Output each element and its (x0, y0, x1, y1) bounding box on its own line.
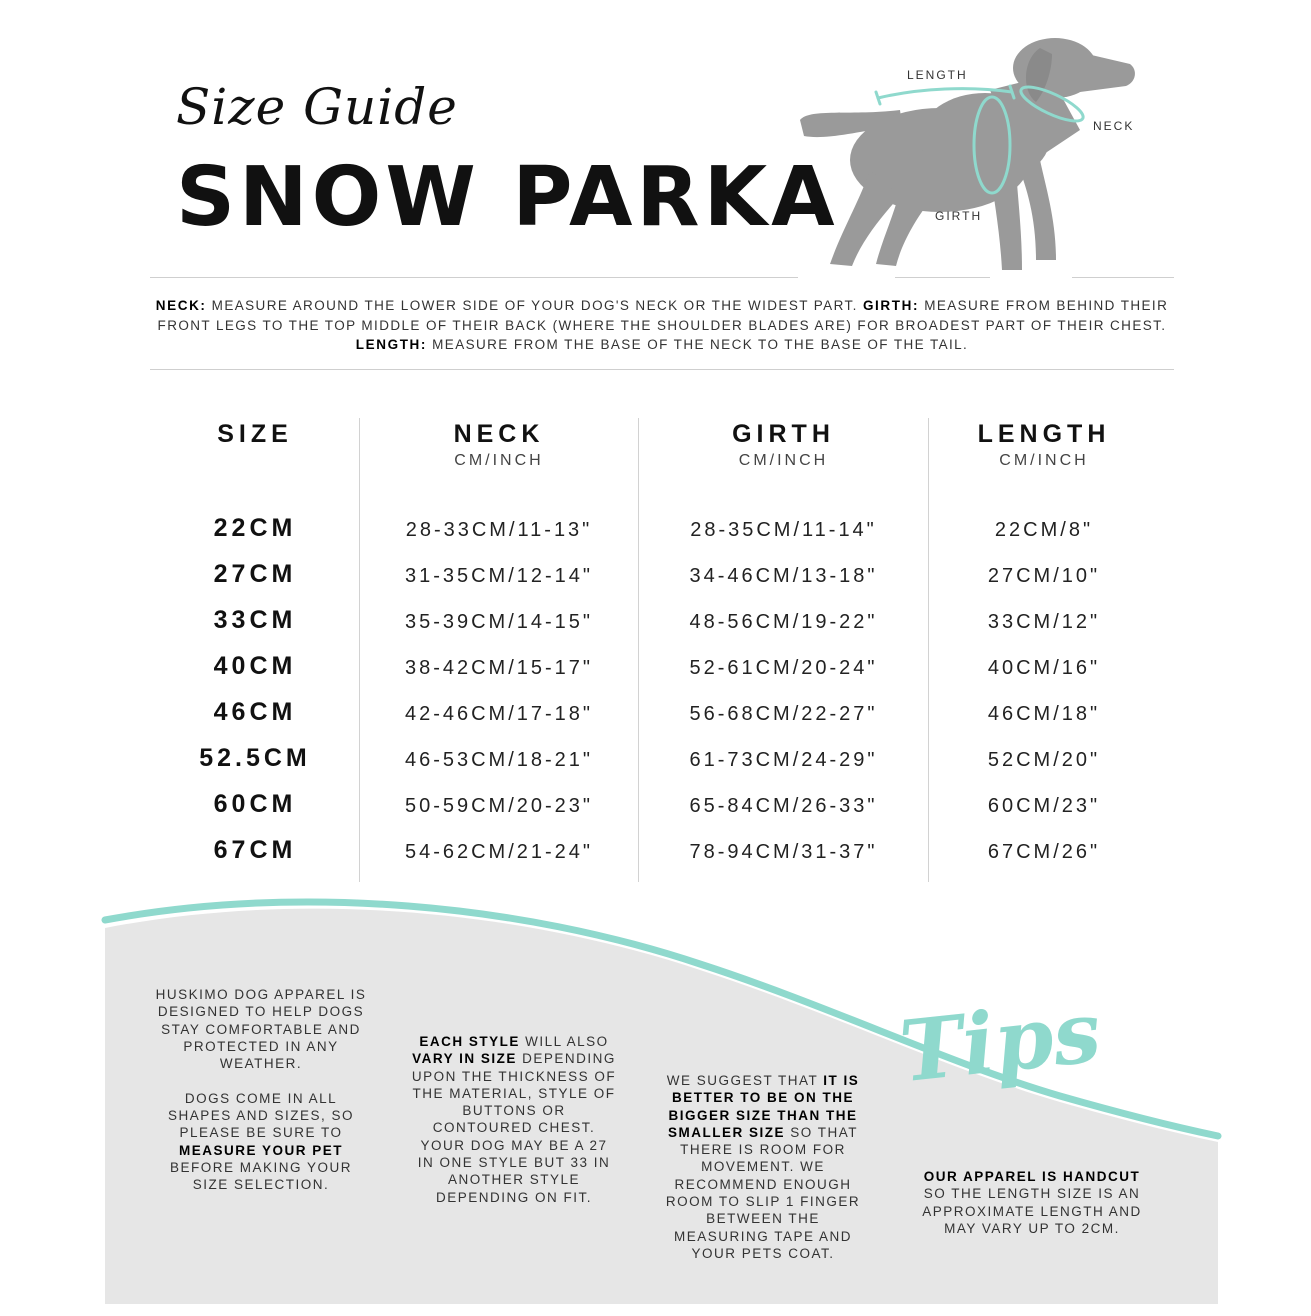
girth-instruction-label: GIRTH: (862, 298, 920, 313)
tip-text: SO THE LENGTH SIZE IS AN APPROXIMATE LENGTH AND MAY VARY UP TO 2CM. (922, 1186, 1142, 1236)
column-subheader: CM/INCH (999, 452, 1089, 469)
column-header-size: SIZE (217, 420, 293, 448)
size-cell: 22CM (213, 514, 297, 542)
tip-comfort (155, 986, 367, 1194)
length-cell: 60CM/23" (987, 795, 1101, 817)
tip-emphasis: VARY IN SIZE (412, 1051, 517, 1067)
tip-bigger-size (664, 1072, 862, 1262)
column-header-length: LENGTH (977, 420, 1111, 448)
girth-cell: 48-56CM/19-22" (689, 611, 878, 633)
girth-cell: 65-84CM/26-33" (689, 795, 878, 817)
tip-emphasis: OUR APPAREL IS HANDCUT (923, 1169, 1141, 1184)
neck-cell: 50-59CM/20-23" (404, 795, 594, 817)
girth-instruction-text: MEASURE FROM BEHIND THEIR FRONT LEGS TO THE TOP MIDDLE OF THEIR BACK (WHERE THE SHOULDER BLADES ARE) FOR BROADEST PART OF THEIR CHEST. (157, 298, 1169, 333)
script-title: Size Guide (176, 78, 458, 136)
length-column (929, 418, 1159, 863)
size-cell: 46CM (213, 698, 297, 726)
girth-cell: 61-73CM/24-29" (689, 749, 878, 771)
size-cell: 40CM (213, 652, 297, 680)
divider-top-right (1072, 277, 1174, 278)
neck-cell: 28-33CM/11-13" (405, 519, 593, 541)
tip-text: SO THAT THERE IS ROOM FOR MOVEMENT. WE RECOMMEND ENOUGH ROOM TO SLIP 1 FINGER BETWEEN THE MEASURING TAPE AND YOUR PETS COAT. (665, 1124, 861, 1261)
divider-top-mid (895, 277, 990, 278)
neck-cell: 46-53CM/18-21" (404, 749, 594, 771)
dog-silhouette-icon (790, 20, 1180, 290)
column-header-girth: GIRTH (732, 420, 835, 448)
size-cell: 27CM (213, 560, 297, 588)
length-cell: 33CM/12" (987, 611, 1101, 633)
girth-cell: 52-61CM/20-24" (689, 657, 878, 679)
divider-instructions (150, 369, 1174, 370)
size-cell: 60CM (213, 790, 297, 818)
length-cell: 46CM/18" (987, 703, 1101, 725)
tip-text: DEPENDING UPON THE THICKNESS OF THE MATERIAL, STYLE OF BUTTONS OR CONTOURED CHEST. YOUR DOG MAY BE A 27 IN ONE STYLE BUT 33 IN ANOTHER STYLE DEPENDING ON FIT. (411, 1051, 617, 1205)
column-header-neck: NECK (453, 420, 545, 448)
length-label: LENGTH (907, 68, 968, 82)
tip-text: BEFORE MAKING YOUR SIZE SELECTION. (169, 1159, 353, 1193)
tips-heading: Tips (895, 981, 1106, 1102)
tip-text: WILL ALSO (519, 1034, 609, 1049)
tip-emphasis: MEASURE YOUR PET (178, 1142, 344, 1158)
tip-text: HUSKIMO DOG APPAREL IS DESIGNED TO HELP DOGS STAY COMFORTABLE AND PROTECTED IN ANY WEATHER. (155, 987, 367, 1072)
girth-column (639, 418, 928, 863)
size-cell: 67CM (213, 836, 297, 864)
neck-cell: 38-42CM/15-17" (404, 657, 594, 679)
neck-instruction-text: MEASURE AROUND THE LOWER SIDE OF YOUR DOG'S NECK OR THE WIDEST PART. (206, 298, 863, 313)
length-cell: 27CM/10" (987, 565, 1101, 587)
page-title: SNOW PARKA (176, 150, 839, 245)
tip-text: DOGS COME IN ALL SHAPES AND SIZES, SO PLEASE BE SURE TO (167, 1090, 355, 1141)
size-table (150, 418, 1174, 888)
neck-cell: 35-39CM/14-15" (404, 611, 594, 633)
neck-column (360, 418, 638, 863)
girth-cell: 34-46CM/13-18" (689, 565, 878, 587)
dog-measurement-diagram (790, 20, 1180, 290)
measurement-instructions (150, 296, 1174, 355)
size-cell: 52.5CM (199, 744, 311, 772)
neck-cell: 31-35CM/12-14" (404, 565, 594, 587)
length-cell: 67CM/26" (987, 841, 1101, 863)
tip-style-variation (410, 1033, 618, 1206)
tip-emphasis: EACH STYLE (419, 1034, 520, 1049)
length-cell: 22CM/8" (994, 519, 1094, 541)
column-subheader: CM/INCH (454, 452, 544, 469)
neck-cell: 42-46CM/17-18" (404, 703, 594, 725)
column-subheader: CM/INCH (738, 452, 829, 469)
size-column (150, 418, 360, 864)
length-instruction-text: MEASURE FROM THE BASE OF THE NECK TO THE BASE OF THE TAIL. (427, 337, 969, 352)
girth-cell: 78-94CM/31-37" (689, 841, 878, 863)
girth-label: GIRTH (935, 209, 983, 223)
length-cell: 52CM/20" (987, 749, 1101, 771)
girth-cell: 28-35CM/11-14" (690, 519, 877, 541)
neck-instruction-label: NECK: (155, 298, 207, 313)
length-cell: 40CM/16" (987, 657, 1101, 679)
length-instruction-label: LENGTH: (355, 337, 427, 352)
divider-top-left (150, 277, 798, 278)
neck-label: NECK (1093, 119, 1135, 133)
girth-cell: 56-68CM/22-27" (689, 703, 878, 725)
neck-cell: 54-62CM/21-24" (404, 841, 594, 863)
tip-text: WE SUGGEST THAT (666, 1073, 824, 1088)
size-cell: 33CM (213, 606, 297, 634)
tip-handcut (922, 1168, 1142, 1237)
tip-emphasis: IT IS BETTER TO BE ON THE BIGGER SIZE THAN THE SMALLER SIZE (667, 1073, 860, 1140)
